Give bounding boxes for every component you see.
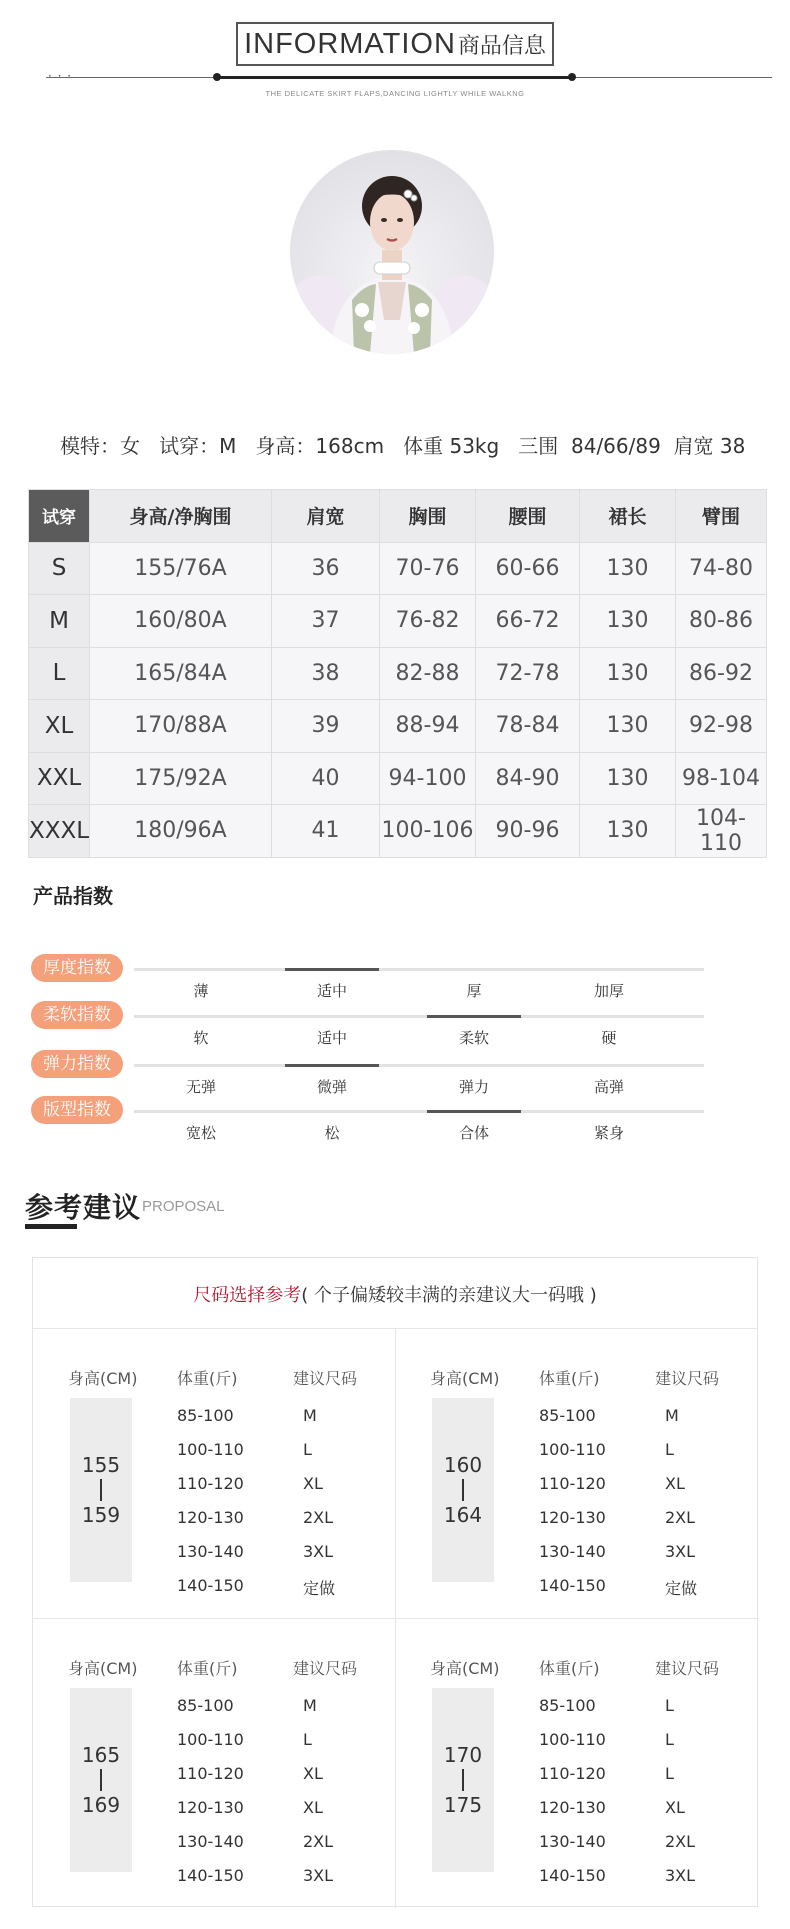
suggested-size: 3XL — [303, 1866, 334, 1885]
index-option: 合体 — [458, 1124, 489, 1142]
size-value-cell: 180/96A — [90, 805, 272, 858]
index-option: 加厚 — [593, 982, 624, 1000]
size-row — [29, 805, 767, 858]
index-selected-marker — [285, 968, 379, 971]
column-header: 身高(CM) — [68, 1659, 138, 1678]
size-value-cell: 74-80 — [676, 542, 767, 595]
size-row — [29, 647, 767, 700]
index-badge: 厚度指数 — [31, 954, 123, 982]
header-subtitle: THE DELICATE SKIRT FLAPS,DANCING LIGHTLY WHILE WALKNG — [265, 89, 525, 98]
header-cell: 胸围 — [380, 490, 476, 543]
size-table — [28, 489, 767, 858]
weight-range: 100-110 — [539, 1440, 606, 1459]
suggested-size: XL — [303, 1474, 323, 1493]
weight-range: 130-140 — [539, 1542, 606, 1561]
size-row — [29, 700, 767, 753]
index-option: 高弹 — [593, 1078, 624, 1096]
column-header: 体重(斤) — [177, 1369, 238, 1388]
suggested-size: 2XL — [665, 1832, 696, 1851]
proposal-title-en: PROPOSAL — [142, 1198, 225, 1215]
column-header: 体重(斤) — [539, 1659, 600, 1678]
index-option: 微弹 — [316, 1078, 347, 1096]
size-recommendation-box — [32, 1257, 758, 1907]
weight-range: 110-120 — [177, 1474, 244, 1493]
header-cell: 裙长 — [580, 490, 676, 543]
suggested-size: 3XL — [303, 1542, 334, 1561]
suggested-size: L — [665, 1764, 674, 1783]
size-value-cell: 130 — [580, 595, 676, 648]
size-value-cell: 66-72 — [476, 595, 580, 648]
index-option: 硬 — [601, 1029, 617, 1047]
size-value-cell: 84-90 — [476, 752, 580, 805]
size-value-cell: 60-66 — [476, 542, 580, 595]
index-selected-marker — [427, 1015, 521, 1018]
header-cell: 臂围 — [676, 490, 767, 543]
column-header: 身高(CM) — [68, 1369, 138, 1388]
header-cell: 腰围 — [476, 490, 580, 543]
size-value-cell: 80-86 — [676, 595, 767, 648]
weight-range: 130-140 — [177, 1542, 244, 1561]
size-value-cell: 86-92 — [676, 647, 767, 700]
weight-range: 100-110 — [539, 1730, 606, 1749]
size-label-cell: L — [29, 647, 90, 700]
suggested-size: XL — [303, 1764, 323, 1783]
size-value-cell: 130 — [580, 752, 676, 805]
weight-range: 120-130 — [539, 1798, 606, 1817]
suggested-size: 3XL — [665, 1866, 696, 1885]
header-dot-left — [213, 73, 221, 81]
index-option: 宽松 — [185, 1124, 216, 1142]
size-value-cell: 165/84A — [90, 647, 272, 700]
header-title-cn: 商品信息 — [457, 33, 546, 59]
height-range-box — [70, 1398, 132, 1582]
weight-range: 100-110 — [177, 1730, 244, 1749]
index-badge: 柔软指数 — [31, 1001, 123, 1029]
suggested-size: 3XL — [665, 1542, 696, 1561]
index-option: 薄 — [193, 982, 209, 1000]
size-value-cell: 170/88A — [90, 700, 272, 753]
size-value-cell: 78-84 — [476, 700, 580, 753]
weight-range: 85-100 — [539, 1406, 596, 1425]
range-separator — [100, 1479, 102, 1501]
size-value-cell: 40 — [272, 752, 380, 805]
index-option: 弹力 — [458, 1078, 489, 1096]
range-separator — [462, 1769, 464, 1791]
model-info: 模特：女 试穿：M 身高：168cm 体重 53kg 三围 84/66/89 肩宽 38 — [60, 434, 746, 458]
index-badge: 弹力指数 — [31, 1050, 123, 1078]
suggested-size: 2XL — [303, 1508, 334, 1527]
size-value-cell: 70-76 — [380, 542, 476, 595]
size-value-cell: 130 — [580, 805, 676, 858]
index-selected-marker — [427, 1110, 521, 1113]
size-row — [29, 752, 767, 805]
size-value-cell: 92-98 — [676, 700, 767, 753]
index-track — [134, 1110, 704, 1113]
size-value-cell: 160/80A — [90, 595, 272, 648]
size-value-cell: 82-88 — [380, 647, 476, 700]
size-label-cell: XXXL — [29, 805, 90, 858]
index-track — [134, 1015, 704, 1018]
weight-range: 130-140 — [177, 1832, 244, 1851]
column-header: 建议尺码 — [655, 1369, 720, 1388]
height-to: 169 — [81, 1793, 121, 1817]
size-label-cell: M — [29, 595, 90, 648]
suggested-size: M — [303, 1696, 317, 1715]
height-range-box — [432, 1688, 494, 1872]
weight-range: 110-120 — [539, 1764, 606, 1783]
index-option: 紧身 — [593, 1124, 624, 1142]
size-value-cell: 104-110 — [676, 805, 767, 858]
size-label-cell: XXL — [29, 752, 90, 805]
size-value-cell: 39 — [272, 700, 380, 753]
suggested-size: L — [303, 1440, 312, 1459]
index-option: 软 — [193, 1029, 209, 1047]
index-track — [134, 968, 704, 971]
size-value-cell: 98-104 — [676, 752, 767, 805]
index-option: 松 — [324, 1124, 340, 1142]
index-selected-marker — [285, 1064, 379, 1067]
recommendation-block — [33, 1328, 395, 1618]
header-bold-divider — [216, 76, 572, 79]
index-option: 无弹 — [185, 1078, 216, 1096]
size-value-cell: 130 — [580, 700, 676, 753]
weight-range: 85-100 — [177, 1406, 234, 1425]
suggested-size: 定做 — [303, 1579, 336, 1598]
size-value-cell: 37 — [272, 595, 380, 648]
suggested-size: L — [665, 1730, 674, 1749]
index-option: 适中 — [316, 1029, 347, 1047]
weight-range: 85-100 — [539, 1696, 596, 1715]
size-value-cell: 41 — [272, 805, 380, 858]
height-from: 170 — [443, 1743, 483, 1767]
size-value-cell: 36 — [272, 542, 380, 595]
suggested-size: M — [303, 1406, 317, 1425]
column-header: 体重(斤) — [539, 1369, 600, 1388]
size-value-cell: 38 — [272, 647, 380, 700]
size-value-cell: 72-78 — [476, 647, 580, 700]
column-header: 建议尺码 — [293, 1369, 358, 1388]
size-table-header — [29, 490, 767, 543]
weight-range: 120-130 — [177, 1508, 244, 1527]
size-value-cell: 130 — [580, 542, 676, 595]
suggested-size: M — [665, 1406, 679, 1425]
weight-range: 100-110 — [177, 1440, 244, 1459]
proposal-title: 参考建议 — [25, 1191, 142, 1224]
index-badge: 版型指数 — [31, 1096, 123, 1124]
size-value-cell: 130 — [580, 647, 676, 700]
weight-range: 140-150 — [177, 1866, 244, 1885]
recommendation-block — [395, 1328, 757, 1618]
size-label-cell: XL — [29, 700, 90, 753]
suggested-size: XL — [665, 1474, 685, 1493]
weight-range: 120-130 — [177, 1798, 244, 1817]
size-value-cell: 100-106 — [380, 805, 476, 858]
size-value-cell: 90-96 — [476, 805, 580, 858]
header-cell: 身高/净胸围 — [90, 490, 272, 543]
header-title-box — [236, 22, 554, 66]
weight-range: 110-120 — [177, 1764, 244, 1783]
suggested-size: L — [665, 1696, 674, 1715]
index-option: 适中 — [316, 982, 347, 1000]
index-track — [134, 1064, 704, 1067]
suggested-size: XL — [665, 1798, 685, 1817]
column-header: 体重(斤) — [177, 1659, 238, 1678]
suggested-size: 定做 — [665, 1579, 698, 1598]
recommendation-header-note: ( 个子偏矮较丰满的亲建议大一码哦 ) — [301, 1285, 597, 1306]
index-option: 柔软 — [458, 1029, 489, 1047]
header-dot-right — [568, 73, 576, 81]
recommendation-header-highlight: 尺码选择参考 — [193, 1285, 302, 1306]
size-label-cell: S — [29, 542, 90, 595]
header-cell: 肩宽 — [272, 490, 380, 543]
weight-range: 130-140 — [539, 1832, 606, 1851]
column-header: 建议尺码 — [655, 1659, 720, 1678]
height-range-box — [70, 1688, 132, 1872]
weight-range: 120-130 — [539, 1508, 606, 1527]
suggested-size: L — [665, 1440, 674, 1459]
suggested-size: 2XL — [303, 1832, 334, 1851]
weight-range: 110-120 — [539, 1474, 606, 1493]
weight-range: 140-150 — [177, 1576, 244, 1595]
column-header: 身高(CM) — [430, 1369, 500, 1388]
size-value-cell: 76-82 — [380, 595, 476, 648]
recommendation-block — [33, 1618, 395, 1908]
weight-range: 140-150 — [539, 1866, 606, 1885]
suggested-size: 2XL — [665, 1508, 696, 1527]
height-from: 160 — [443, 1453, 483, 1477]
size-value-cell: 155/76A — [90, 542, 272, 595]
column-header: 建议尺码 — [293, 1659, 358, 1678]
height-from: 165 — [81, 1743, 121, 1767]
size-value-cell: 175/92A — [90, 752, 272, 805]
height-to: 175 — [443, 1793, 483, 1817]
height-to: 159 — [81, 1503, 121, 1527]
range-separator — [462, 1479, 464, 1501]
header-dots: · · · — [48, 69, 73, 83]
height-range-box — [432, 1398, 494, 1582]
size-row — [29, 542, 767, 595]
proposal-underline — [25, 1224, 77, 1229]
suggested-size: XL — [303, 1798, 323, 1817]
recommendation-header — [33, 1258, 757, 1328]
recommendation-block — [395, 1618, 757, 1908]
product-index-title: 产品指数 — [33, 884, 113, 908]
model-photo — [290, 150, 494, 354]
suggested-size: L — [303, 1730, 312, 1749]
size-value-cell: 94-100 — [380, 752, 476, 805]
weight-range: 140-150 — [539, 1576, 606, 1595]
column-header: 身高(CM) — [430, 1659, 500, 1678]
range-separator — [100, 1769, 102, 1791]
size-value-cell: 88-94 — [380, 700, 476, 753]
header-title-en: INFORMATION — [244, 27, 456, 60]
header-cell: 试穿 — [29, 490, 90, 543]
height-from: 155 — [81, 1453, 121, 1477]
index-option: 厚 — [466, 982, 482, 1000]
weight-range: 85-100 — [177, 1696, 234, 1715]
height-to: 164 — [443, 1503, 483, 1527]
size-row — [29, 595, 767, 648]
